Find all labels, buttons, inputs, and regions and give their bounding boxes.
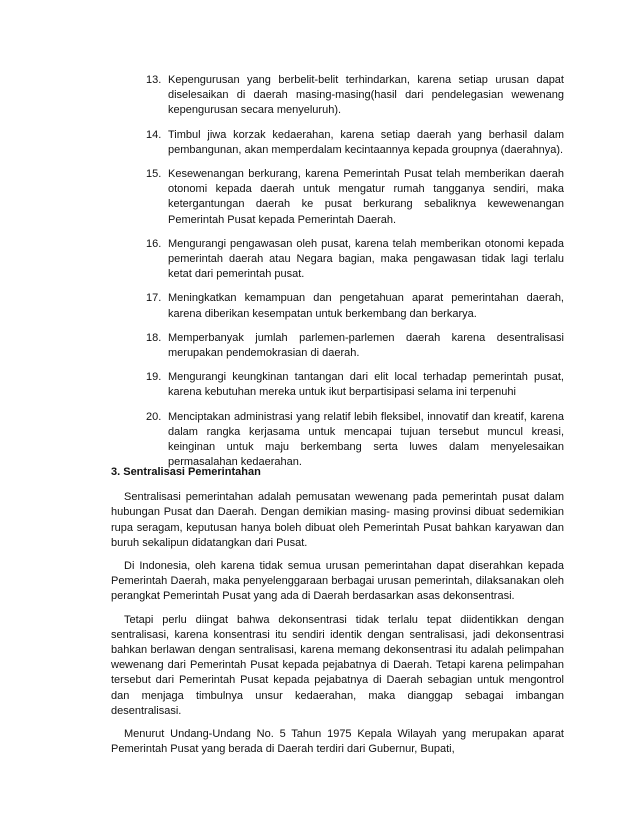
list-item <box>146 237 564 283</box>
list-item-number: 19. <box>146 371 162 384</box>
list-item-text: Mengurangi keungkinan tantangan dari elit local terhadap pemerintah pusat, karena kebutuhan mereka untuk ikut berpartisipasi selama ini terpenuhi <box>168 371 564 399</box>
paragraph: Tetapi perlu diingat bahwa dekonsentrasi tidak terlalu tepat diidentikkan dengan sentralisasi, karena konsentrasi itu sendiri identik dengan sentralisasi, jadi dekonsentrasi bahkan berlawan dengan sentralisasi, karena memang dekonsentrasi itu adalah pelimpahan wewenang dari Pemerintah Pusat kepada pejabatnya di Daerah. Tetapi karena pelimpahan tersebut dari Pemerintah Pusat kepada pejabatnya di Daerah sebagian untuk mengontrol dan menjaga timbulnya unsur kedaerahan, maka dianggap sebagai imbangan desentralisasi. <box>111 613 564 717</box>
list-item-text: Menciptakan administrasi yang relatif lebih fleksibel, innovatif dan kreatif, karena dalam rangka kerjasama untuk mencapai tujuan tersebut muncul kreasi, keinginan untuk maju berkembang serta luwes dalam menyelesaikan permasalahan kedaerahan. <box>168 410 564 469</box>
list-item-text: Mengurangi pengawasan oleh pusat, karena telah memberikan otonomi kepada pemerintah daerah atau Negara bagian, maka pengawasan tidak lagi terlalu ketat dari pemerintah pusat. <box>168 237 564 281</box>
list-item-number: 15. <box>146 168 162 181</box>
list-item-number: 14. <box>146 128 162 141</box>
list-item-number: 17. <box>146 292 162 305</box>
list-item-text: Meningkatkan kemampuan dan pengetahuan aparat pemerintahan daerah, karena diberikan kesempatan untuk berkembang dan berkarya. <box>168 292 564 320</box>
numbered-list <box>146 73 564 479</box>
list-item <box>146 167 564 228</box>
list-item <box>146 291 564 321</box>
list-item <box>146 73 564 119</box>
list-item-number: 18. <box>146 331 162 344</box>
list-item-number: 13. <box>146 74 162 86</box>
list-item-text: Memperbanyak jumlah parlemen-parlemen daerah karena desentralisasi merupakan pendemokrasian di daerah. <box>168 331 564 360</box>
paragraph: Menurut Undang-Undang No. 5 Tahun 1975 Kepala Wilayah yang merupakan aparat Pemerintah Pusat yang berada di Daerah terdiri dari Gubernur, Bupati, <box>111 728 564 756</box>
list-item <box>146 410 564 471</box>
paragraph: Di Indonesia, oleh karena tidak semua urusan pemerintahan dapat diserahkan kepada Pemerintah Daerah, maka penyelenggaraan berbagai urusan pemerintah, dilaksanakan oleh perangkat Pemerintah Pusat yang ada di Daerah berdasarkan asas dekonsentrasi. <box>111 560 564 603</box>
list-item <box>146 331 564 361</box>
list-item-text: Kepengurusan yang berbelit-belit terhindarkan, karena setiap urusan dapat diselesaikan di daerah masing-masing(hasil dari pendelegasian wewenang kepengurusan secara menyeluruh). <box>168 74 564 117</box>
section-heading: 3. Sentralisasi Pemerintahan <box>111 466 261 478</box>
paragraph: Sentralisasi pemerintahan adalah pemusatan wewenang pada pemerintah pusat dalam hubungan Pusat dan Daerah. Dengan demikian masing- masing provinsi dibuat sedemikian rupa seragam, keputusan hanya boleh dibuat oleh Pemerintah Pusat bahkan karyawan dan buruh sekalipun didatangkan dari Pusat. <box>111 491 564 549</box>
list-item-number: 20. <box>146 410 162 423</box>
list-item <box>146 128 564 158</box>
list-item-text: Kesewenangan berkurang, karena Pemerintah Pusat telah memberikan daerah otonomi kepada daerah untuk mengatur rumah tangganya sendiri, maka ketergantungan daerah ke pusat berkurang sebaliknya kewewenangan Pemerintah Pusat kepada Pemerintah Daerah. <box>168 168 564 226</box>
list-item-text: Timbul jiwa korzak kedaerahan, karena setiap daerah yang berhasil dalam pembangunan, akan memperdalam kecintaannya kepada groupnya (daerahnya). <box>168 128 564 156</box>
section-body <box>111 465 564 765</box>
list-item-number: 16. <box>146 237 162 250</box>
list-item <box>146 370 564 400</box>
